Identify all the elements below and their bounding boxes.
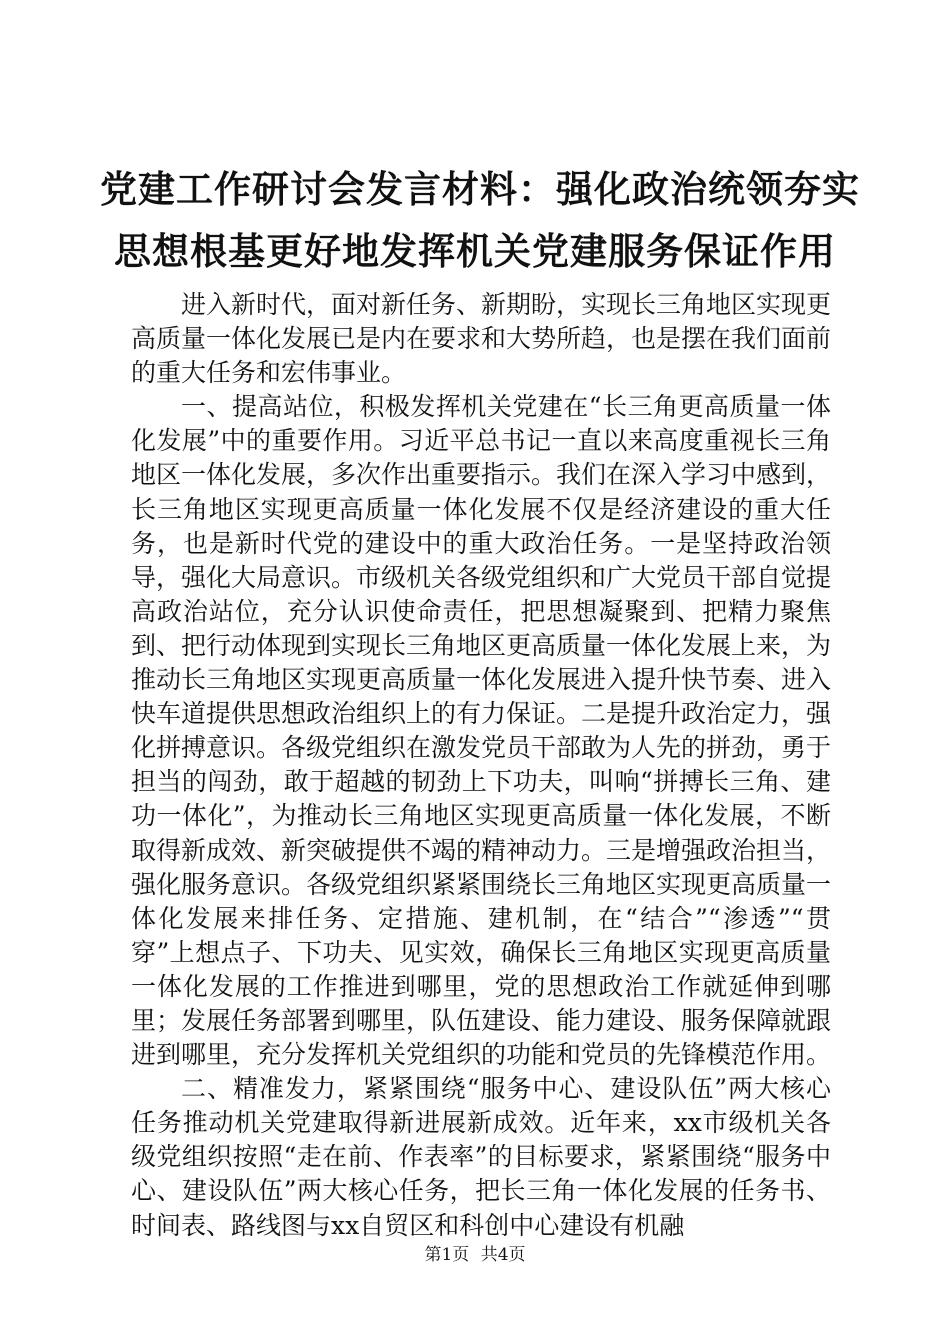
page-number: 第1页 [424, 1245, 470, 1265]
document-body [131, 288, 831, 1243]
title-line-1: 党建工作研讨会发言材料：强化政治统领夯实 [100, 167, 860, 211]
page-total: 共4页 [480, 1245, 526, 1265]
paragraph-section-1: 一、提高站位，积极发挥机关党建在“长三角更高质量一体化发展”中的重要作用。习近平总书记一直以来高度重视长三角地区一体化发展，多次作出重要指示。我们在深入学习中感到，长三角地区实现更高质量一体化发展不仅是经济建设的重大任务，也是新时代党的建设中的重大政治任务。一是坚持政治领导，强化大局意识。市级机关各级党组织和广大党员干部自觉提高政治站位，充分认识使命责任，把思想凝聚到、把精力聚焦到、把行动体现到实现长三角地区更高质量一体化发展上来，为推动长三角地区实现更高质量一体化发展进入提升快节奏、进入快车道提供思想政治组织上的有力保证。二是提升政治定力，强化拼搏意识。各级党组织在激发党员干部敢为人先的拼劲，勇于担当的闯劲，敢于超越的韧劲上下功夫，叫响“拼搏长三角、建功一体化”，为推动长三角地区实现更高质量一体化发展，不断取得新成效、新突破提供不竭的精神动力。三是增强政治担当，强化服务意识。各级党组织紧紧围绕长三角地区实现更高质量一体化发展来排任务、定措施、建机制，在“结合”“渗透”“贯穿”上想点子、下功夫、见实效，确保长三角地区实现更高质量一体化发展的工作推进到哪里，党的思想政治工作就延伸到哪里；发展任务部署到哪里，队伍建设、能力建设、服务保障就跟进到哪里，充分发挥机关党组织的功能和党员的先锋模范作用。 [131, 392, 832, 1070]
title-line-2: 思想根基更好地发挥机关党建服务保证作用 [114, 229, 836, 273]
paragraph-section-2: 二、精准发力，紧紧围绕“服务中心、建设队伍”两大核心任务推动机关党建取得新进展新成效。近年来，xx市级机关各级党组织按照“走在前、作表率”的目标要求，紧紧围绕“服务中心、建设队伍”两大核心任务，把长三角一体化发展的任务书、时间表、路线图与xx自贸区和科创中心建设有机融 [131, 1074, 831, 1240]
page-footer [0, 1244, 950, 1266]
paragraph-intro: 进入新时代，面对新任务、新期盼，实现长三角地区实现更高质量一体化发展已是内在要求和大势所趋，也是摆在我们面前的重大任务和宏伟事业。 [131, 290, 832, 388]
document-title [100, 158, 860, 282]
